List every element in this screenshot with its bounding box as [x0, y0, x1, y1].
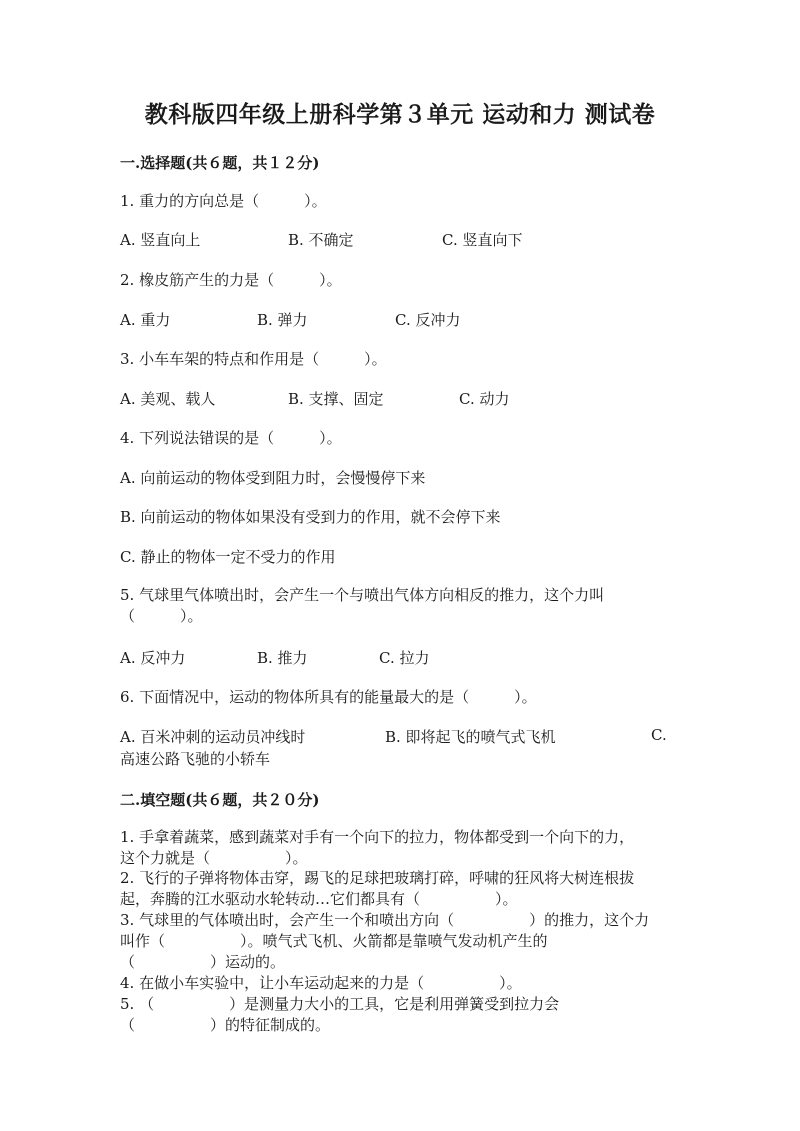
section-heading-fill-in-blank: 二.填空题(共６题，共２０分) — [120, 791, 320, 809]
question-stem: 6. 下面情况中，运动的物体所具有的能量最大的是（ ）。 — [120, 688, 537, 706]
option-c: C. 反冲力 — [395, 311, 461, 329]
option-c: C. — [651, 726, 667, 744]
fill-line: 这个力就是（ ）。 — [120, 849, 308, 867]
option-c-text: 高速公路飞驰的小轿车 — [120, 750, 271, 768]
option-c: C. 静止的物体一定不受力的作用 — [120, 548, 336, 566]
fill-line: （ ）的特征制成的。 — [120, 1016, 331, 1034]
page-title: 教科版四年级上册科学第３单元 运动和力 测试卷 — [144, 101, 656, 128]
fill-line: 叫作（ ）。喷气式飞机、火箭都是靠喷气发动机产生的 — [120, 932, 548, 950]
fill-line: 1. 手拿着蔬菜，感到蔬菜对手有一个向下的拉力，物体都受到一个向下的力， — [120, 828, 635, 846]
fill-line: 起，奔腾的江水驱动水轮转动…它们都具有（ ）。 — [120, 890, 518, 908]
fill-line: （ ）运动的。 — [120, 953, 286, 971]
question-stem: 2. 橡皮筋产生的力是（ ）。 — [120, 271, 342, 289]
question-stem: 3. 小车车架的特点和作用是（ ）。 — [120, 350, 387, 368]
section-heading-multiple-choice: 一.选择题(共６题，共１２分) — [120, 154, 320, 172]
question-stem-line-2: （ ）。 — [120, 607, 203, 625]
option-b: B. 即将起飞的喷气式飞机 — [385, 728, 556, 746]
option-c: C. 动力 — [459, 390, 510, 408]
option-b: B. 向前运动的物体如果没有受到力的作用，就不会停下来 — [120, 508, 501, 526]
option-b: B. 推力 — [257, 649, 308, 667]
option-b: B. 支撑、固定 — [288, 390, 384, 408]
question-stem: 4. 下列说法错误的是（ ）。 — [120, 429, 342, 447]
option-b: B. 不确定 — [288, 231, 354, 249]
fill-line: 3. 气球里的气体喷出时，会产生一个和喷出方向（ ）的推力，这个力 — [120, 911, 650, 929]
option-c: C. 竖直向下 — [442, 231, 523, 249]
fill-line: 4. 在做小车实验中，让小车运动起来的力是（ ）。 — [120, 974, 522, 992]
option-c: C. 拉力 — [379, 649, 430, 667]
option-a: A. 百米冲刺的运动员冲线时 — [120, 728, 306, 746]
fill-line: 5. （ ）是测量力大小的工具，它是利用弹簧受到拉力会 — [120, 995, 560, 1013]
option-b: B. 弹力 — [257, 311, 308, 329]
question-stem: 1. 重力的方向总是（ ）。 — [120, 192, 327, 210]
question-stem-line-1: 5. 气球里气体喷出时，会产生一个与喷出气体方向相反的推力，这个力叫 — [120, 586, 605, 604]
option-a: A. 反冲力 — [120, 649, 186, 667]
option-a: A. 美观、载人 — [120, 390, 216, 408]
fill-line: 2. 飞行的子弹将物体击穿，踢飞的足球把玻璃打碎，呼啸的狂风将大树连根拔 — [120, 869, 635, 887]
option-a: A. 竖直向上 — [120, 231, 201, 249]
option-a: A. 向前运动的物体受到阻力时，会慢慢停下来 — [120, 469, 426, 487]
option-a: A. 重力 — [120, 311, 171, 329]
